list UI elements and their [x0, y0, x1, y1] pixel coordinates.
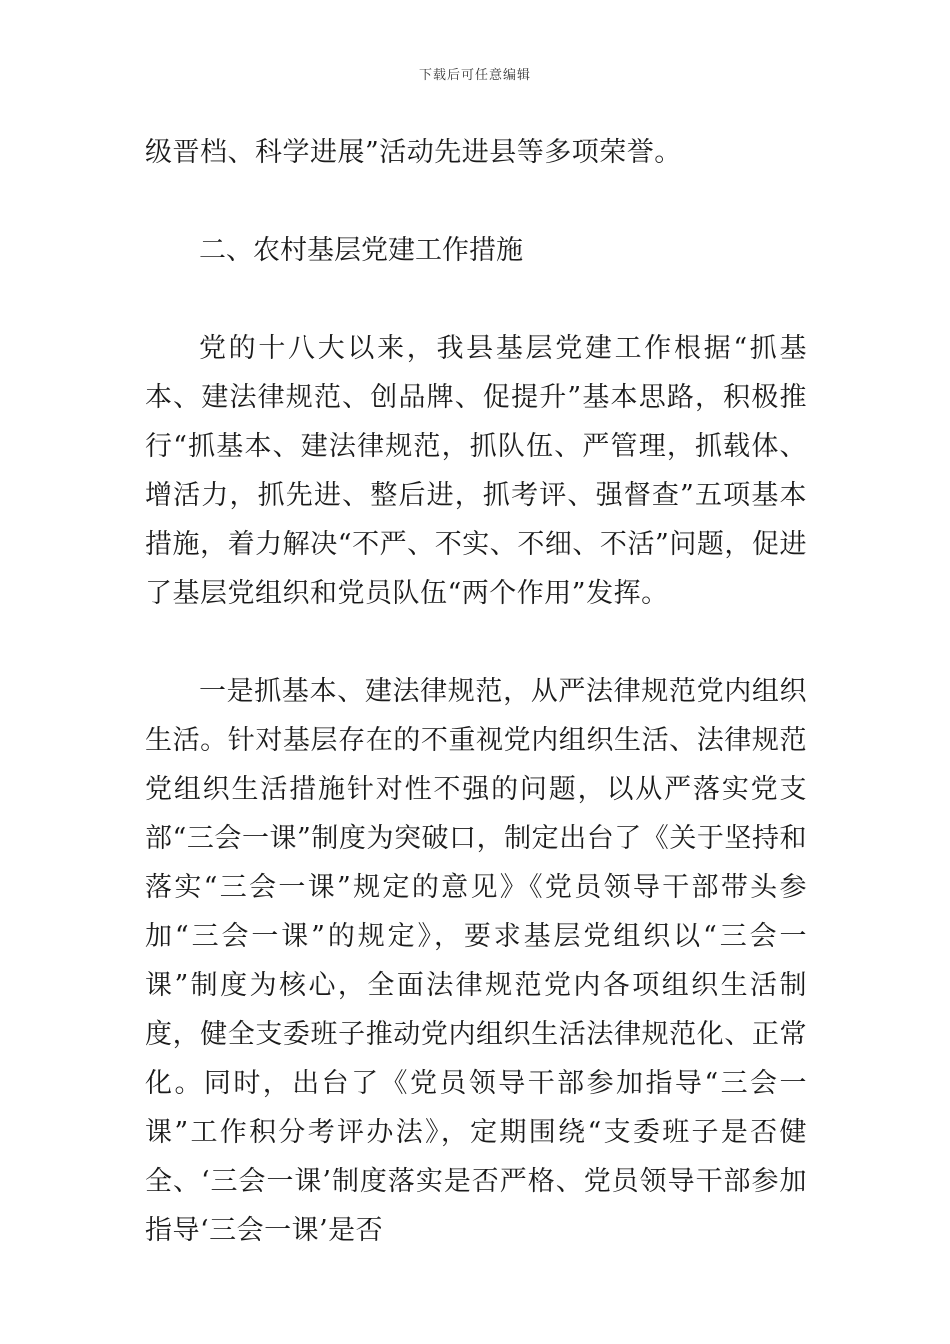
document-body: [145, 128, 807, 1255]
paragraph-continuation: 级晋档、科学进展”活动先进县等多项荣誉。: [145, 137, 682, 168]
paragraph-measure-one: 一是抓基本、建法律规范，从严法律规范党内组织生活。针对基层存在的不重视党内组织生活、法律规范党组织生活措施针对性不强的问题，以从严落实党支部“三会一课”制度为突破口，制定出台了《关于坚持和落实“三会一课”规定的意见》《党员领导干部带头参加“三会一课”的规定》，要求基层党组织以“三会一课”制度为核心，全面法律规范党内各项组织生活制度，健全支委班子推动党内组织生活法律规范化、正常化。同时，出台了《党员领导干部参加指导“三会一课”工作积分考评办法》，定期围绕“支委班子是否健全、‘三会一课’制度落实是否严格、党员领导干部参加指导‘三会一课’是否: [145, 676, 807, 1246]
paragraph-overview: 党的十八大以来，我县基层党建工作根据“抓基本、建法律规范、创品牌、促提升”基本思路，积极推行“抓基本、建法律规范，抓队伍、严管理，抓载体、增活力，抓先进、整后进，抓考评、强督查”五项基本措施，着力解决“不严、不实、不细、不活”问题，促进了基层党组织和党员队伍“两个作用”发挥。: [145, 333, 807, 609]
section-heading: 二、农村基层党建工作措施: [199, 235, 523, 266]
page-header: 下载后可任意编辑: [418, 68, 531, 83]
